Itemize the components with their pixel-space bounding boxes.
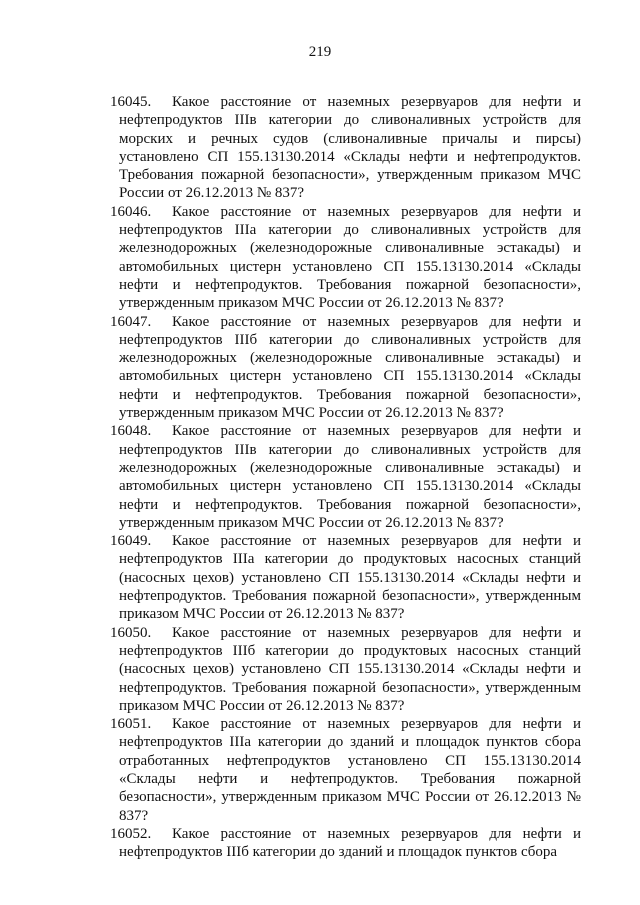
question-item <box>0 93 640 203</box>
question-text: Какое расстояние от наземных резервуаров для нефти и нефтепродуктов IIIа категории до сливоналивных устройств для железнодорожных (железнодорожные сливоналивные эстакады) и автомобильных цистерн установлено СП 155.13130.2014 «Склады нефти и нефтепродуктов. Требования пожарной безопасности», утвержденным приказом МЧС России от 26.12.2013 № 837? <box>119 203 581 312</box>
question-number: 16049. <box>110 533 152 550</box>
question-text: Какое расстояние от наземных резервуаров для нефти и нефтепродуктов IIIа категории до зданий и площадок пунктов сбора отработанных нефтепродуктов установлено СП 155.13130.2014 «Склады нефти и нефтепродуктов. Требования пожарной безопасности», утвержденным приказом МЧС России от 26.12.2013 № 837? <box>119 716 581 824</box>
question-text: Какое расстояние от наземных резервуаров для нефти и нефтепродуктов IIIб категории до зданий и площадок пунктов сбора <box>119 825 581 861</box>
question-text: Какое расстояние от наземных резервуаров для нефти и нефтепродуктов IIIб категории до сливоналивных устройств для железнодорожных (железнодорожные сливоналивные эстакады) и автомобильных цистерн установлено СП 155.13130.2014 «Склады нефти и нефтепродуктов. Требования пожарной безопасности», утвержденным приказом МЧС России от 26.12.2013 № 837? <box>119 313 581 422</box>
question-number: 16050. <box>110 624 152 641</box>
question-item <box>0 422 640 532</box>
question-number: 16048. <box>110 423 152 440</box>
question-list <box>0 93 640 861</box>
question-text: Какое расстояние от наземных резервуаров для нефти и нефтепродуктов IIIб категории до продуктовых насосных станций (насосных цехов) установлено СП 155.13130.2014 «Склады нефти и нефтепродуктов. Требования пожарной безопасности», утвержденным приказом МЧС России от 26.12.2013 № 837? <box>119 624 581 714</box>
question-item <box>0 532 640 623</box>
question-number: 16045. <box>110 94 152 110</box>
question-text: Какое расстояние от наземных резервуаров для нефти и нефтепродуктов IIIа категории до продуктовых насосных станций (насосных цехов) установлено СП 155.13130.2014 «Склады нефти и нефтепродуктов. Требования пожарной безопасности», утвержденным приказом МЧС России от 26.12.2013 № 837? <box>119 533 581 623</box>
question-text: Какое расстояние от наземных резервуаров для нефти и нефтепродуктов IIIв категории до сливоналивных устройств для железнодорожных (железнодорожные сливоналивные эстакады) и автомобильных цистерн установлено СП 155.13130.2014 «Склады нефти и нефтепродуктов. Требования пожарной безопасности», утвержденным приказом МЧС России от 26.12.2013 № 837? <box>119 423 581 531</box>
question-item <box>0 715 640 825</box>
question-number: 16051. <box>110 716 152 733</box>
question-text: Какое расстояние от наземных резервуаров для нефти и нефтепродуктов IIIв категории до сливоналивных устройств для морских и речных судов (сливоналивные причалы и пирсы) установлено СП 155.13130.2014 «Склады нефти и нефтепродуктов. Требования пожарной безопасности», утвержденным приказом МЧС России от 26.12.2013 № 837? <box>119 94 581 202</box>
question-item <box>0 624 640 715</box>
question-number: 16046. <box>110 203 152 220</box>
question-item <box>0 203 640 313</box>
question-number: 16052. <box>110 825 152 842</box>
page-number: 219 <box>308 44 332 60</box>
question-item <box>0 313 640 423</box>
question-item <box>0 825 640 862</box>
question-number: 16047. <box>110 313 152 330</box>
